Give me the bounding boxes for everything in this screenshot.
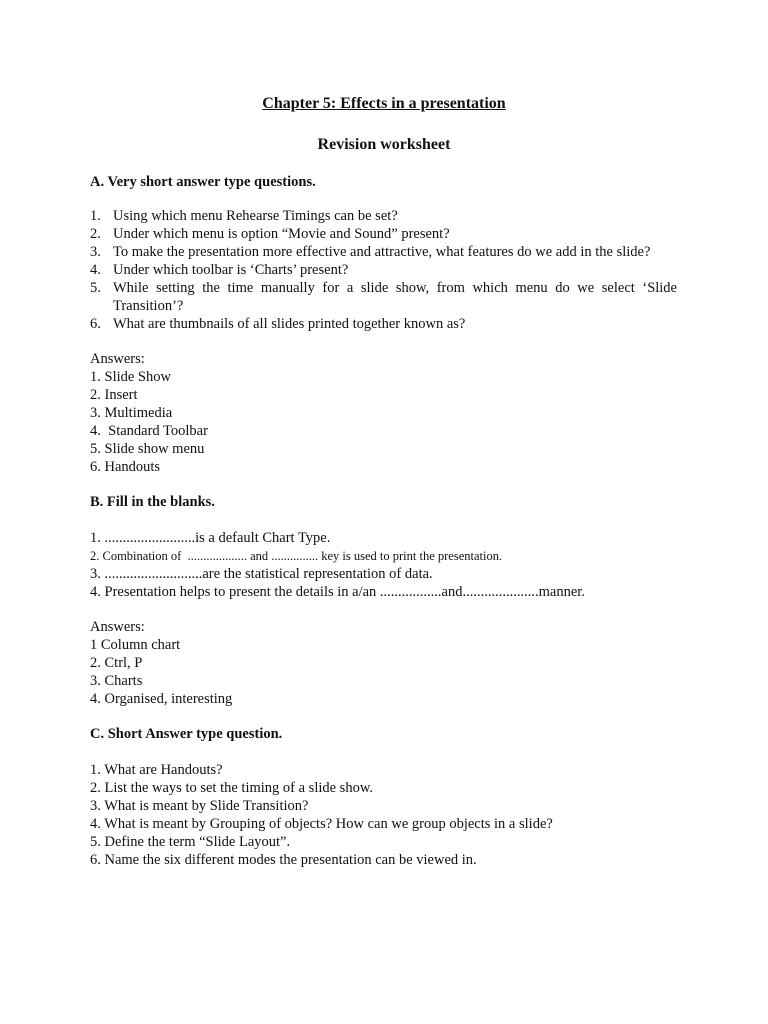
answer-a5: 5. Slide show menu — [90, 441, 205, 457]
answer-b3: 3. Charts — [90, 673, 143, 689]
question-c3: 3. What is meant by Slide Transition? — [90, 798, 309, 814]
question-c1: 1. What are Handouts? — [90, 762, 223, 778]
question-a4: 4. Under which toolbar is ‘Charts’ present? — [90, 262, 349, 278]
section-b-heading: B. Fill in the blanks. — [90, 494, 215, 510]
question-a6: 6. What are thumbnails of all slides printed together known as? — [90, 316, 466, 332]
question-b2: 2. Combination of ................... and ............... key is used to print the presentation. — [90, 549, 503, 563]
worksheet-subtitle: Revision worksheet — [317, 136, 451, 153]
answer-b1: 1 Column chart — [90, 637, 181, 653]
question-a2: 2. Under which menu is option “Movie and Sound” present? — [90, 226, 450, 242]
question-b3: 3. ...........................are the statistical representation of data. — [90, 566, 433, 582]
question-b4: 4. Presentation helps to present the details in a/an .................and.....................manner. — [90, 584, 585, 600]
question-a5: 5. While setting the time manually for a slide show, from which menu do we select ‘Slide — [90, 280, 677, 296]
answer-a4: 4. Standard Toolbar — [90, 423, 208, 439]
section-b-answers-label: Answers: — [90, 619, 145, 635]
answer-a2: 2. Insert — [90, 387, 138, 403]
question-a5-continued: Transition’? — [113, 298, 184, 314]
question-c2: 2. List the ways to set the timing of a slide show. — [90, 780, 373, 796]
answer-a6: 6. Handouts — [90, 459, 161, 475]
question-a3: 3. To make the presentation more effective and attractive, what features do we add in the slide? — [90, 244, 651, 260]
question-b1: 1. .........................is a default Chart Type. — [90, 530, 331, 546]
answer-b2: 2. Ctrl, P — [90, 655, 143, 671]
answer-a1: 1. Slide Show — [90, 369, 171, 385]
section-a-answers-label: Answers: — [90, 351, 145, 367]
chapter-title: Chapter 5: Effects in a presentation — [262, 95, 506, 112]
answer-b4: 4. Organised, interesting — [90, 691, 233, 707]
question-c6: 6. Name the six different modes the presentation can be viewed in. — [90, 852, 477, 868]
section-c-heading: C. Short Answer type question. — [90, 726, 283, 742]
question-c4: 4. What is meant by Grouping of objects? How can we group objects in a slide? — [90, 816, 553, 832]
answer-a3: 3. Multimedia — [90, 405, 173, 421]
section-a-heading: A. Very short answer type questions. — [90, 174, 316, 190]
question-c5: 5. Define the term “Slide Layout”. — [90, 834, 291, 850]
question-a1: 1. Using which menu Rehearse Timings can be set? — [90, 208, 398, 224]
